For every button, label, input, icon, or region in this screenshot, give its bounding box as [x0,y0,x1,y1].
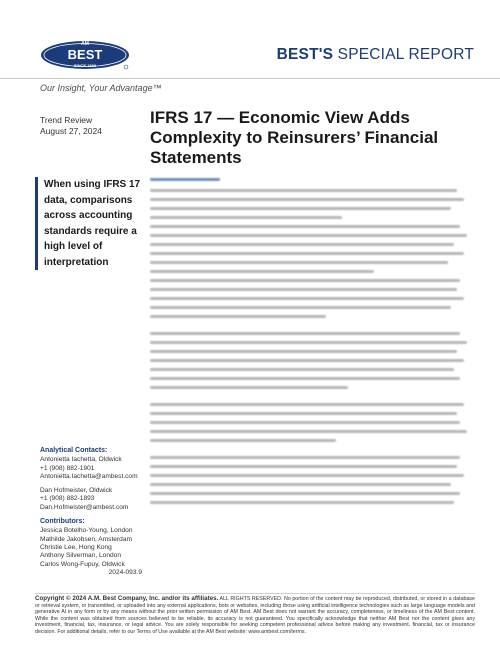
rights-text: ALL RIGHTS RESERVED. No portion of the content may be reproduced, distributed, or stored in a database or retrieval system, or transmitted, or uploaded into any external applications, bots or websites, including those using artificial intelligence technologies such as large language models and generative AI in any form or by any means without the prior written permission of AM Best. AM Best does not warrant the accuracy, completeness, or timeliness of the AM Best content. While the content was obtained from sources believed to be reliable, its accuracy is not guaranteed. You specifically acknowledge that neither AM Best nor the content gives any investment, financial, tax, insurance, or legal advice. You are solely responsible for seeking competent professional advice before making any investment, financial, tax or insurance decision. For additional details, refer to our Terms of Use available at the AM Best website: www.ambest.com/terms. [35,596,475,635]
callout-quote: When using IFRS 17 data, comparisons across accounting standards require a high level of interpretation [35,177,144,270]
contact-email[interactable]: Dan.Hofmeister@ambest.com [40,503,129,511]
tagline: Our Insight, Your Advantage™ [40,83,162,93]
contributors-label: Contributors: [40,518,85,526]
am-best-logo [40,38,130,72]
contributor-name: Anthony Silverman, London [40,552,122,560]
contact-email[interactable]: Antonietta.Iachetta@ambest.com [40,472,138,480]
report-category: Trend Review [40,115,93,125]
blurred-body-text [150,178,470,510]
contacts-panel [40,447,150,577]
header-divider [0,78,500,79]
report-type-heading [277,46,474,64]
contributor-name: Carlos Wong-Fupuy, Oldwick [40,560,125,568]
contributor-name: Jessica Botelho-Young, London [40,527,133,535]
contact-entry [40,456,150,481]
copyright-notice: Copyright © 2024 A.M. Best Company, Inc. and/or its affiliates. [35,595,219,602]
report-type-bold: BEST'S [276,46,334,63]
logo-since-text: SINCE 1899 [73,63,97,68]
document-code: 2024-093.9 [108,568,142,576]
contact-phone: +1 (908) 882-1893 [40,495,95,503]
page-title: IFRS 17 — Economic View Adds Complexity to Reinsurers’ Financial Statements [150,108,439,167]
contact-name: Antonietta Iachetta, Oldwick [40,456,122,464]
contact-phone: +1 (908) 882-1901 [40,464,95,472]
report-date: August 27, 2024 [40,126,102,136]
logo-best-text: BEST [67,47,103,62]
contact-name: Dan Hofmeister, Oldwick [40,487,113,495]
footer-divider [35,593,475,594]
analytical-contacts-label: Analytical Contacts: [40,447,108,454]
contributor-name: Christie Lee, Hong Kong [40,543,112,551]
copyright-footer [35,596,475,635]
logo-am-text: AM [81,41,89,47]
report-meta [40,115,102,137]
contributor-name: Mathilde Jakobsen, Amsterdam [40,535,132,543]
contact-entry [40,487,150,512]
report-type-rest: SPECIAL REPORT [333,46,474,63]
